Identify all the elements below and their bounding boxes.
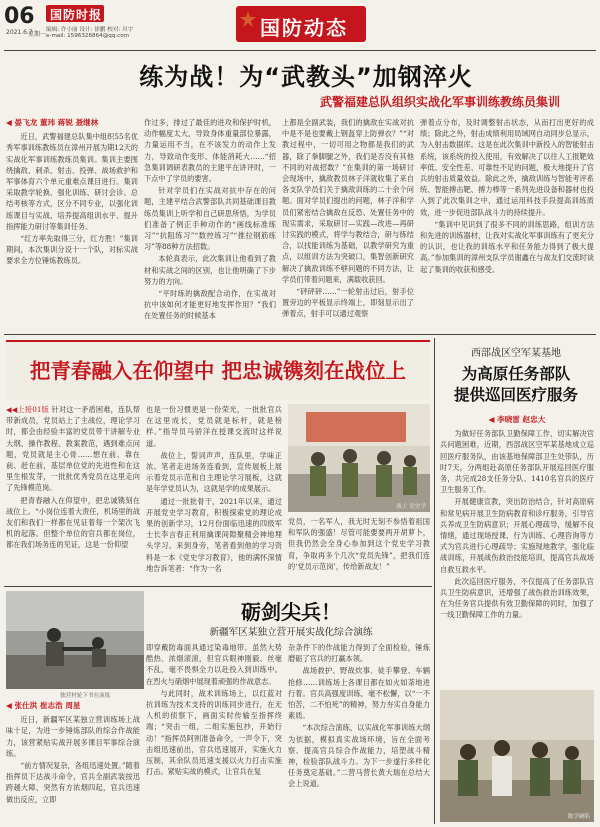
- masthead-divider: [4, 50, 596, 51]
- article4-col3-para: “本次综合演练，以实战化军事训练大纲为依据，模拟真实战场环境，旨在全面考察、提高官兵综合作战能力，培塑战斗精神，检验部队战斗力。为下一步遂行多样化任务奠定基础。”二营马营长黄大瑞在总结大会上说道。: [288, 723, 430, 789]
- email-line: e-mail: 1596326864@qq.com: [46, 33, 130, 39]
- continued-from-label: ◀◀上接01版: [6, 405, 49, 414]
- article1-col2-para: 针对学员们在实战对抗中存在的问题，主建平结合武警部队共同基础课目教练员集训上听学和自己研思所悟，为学员们准备了例正手种动作的“画线标准练习”“抗阻练习”“数控练习”“推拉钢筋练习”等88种方法招数。: [144, 186, 276, 252]
- article1-col4-para: 弹着点分布，及时调整射击状态，从而打出更好的成绩；除此之外，射击成绩利用局域网自动同步总显示，为入射击数据库。这是在此次集训中新投入的智能射击系统，该系统的投入使用，有效解决了以往人工报靶效率低、安全性差、可靠性不足的问题，极大地提升了官兵的射击质量效益。除此之外，擒敌训练与智能考评系统、智能搏击靶、搏力棒等一系列先进设备和器材也投入到了此次集训之中，通过运用科技手段提高训练质效，进一步促进部队战斗力的持续提升。: [420, 118, 594, 217]
- article4-column-1: [6, 700, 140, 824]
- article2-col1-para: 把青春融入在仰望中，把忠诚镌刻在战位上。“小岗位连着大责任，机场里的战友们和我们一样都在见证着每一个架次飞机的起落。但整个单位的官兵都在岗位，都在我们场务连的见证，这是一份仰望: [6, 495, 140, 550]
- section-banner: [236, 6, 366, 42]
- article1-col3-para: 上都是全副武装，我们的擒敌在实战对抗中是不是也要戴上钢盔穿上防弹衣？”“对教过程中，一切可用之物都是我们的武器，除了拳脚腿之外，我们是否没有其他不同的对战招数？”在集训的第一场研讨会现场中，擒敌教员林子洋就收集了来自各支队学员们关于擒敌训练的二十余个问题。面对学员们提出的问题，林子洋和学员们紧密结合擒敌在反恐、处置任务中的现实需求，采取研讨—实践—改进—再研讨实践的模式，将学与教结合，研与练结合，以找能训练为基础，以教学研究为重点，以组训方法为突破口，集智创新研究解决了擒敌训练不够问题的不同方法，让学员们带着问题来，满载收获回。: [282, 118, 414, 284]
- date-text: 2021.6.7: [6, 29, 33, 36]
- medical-photo: [440, 690, 594, 822]
- section-title: 国防动态: [260, 16, 348, 40]
- article1-byline: ◀ 晏飞龙 董玮 蒋锐 聂继林: [6, 118, 99, 127]
- article4-byline: ◀ 张仕洪 崔志浩 周星: [6, 701, 81, 710]
- article2-col2-para: 战位上，誓词声声，连队里，学味正浓。笔者走进场务连看到，宣传展板上展示着党员示范和自主理论学习展板，这就是年学党员认为，这就是学的成果展示。: [146, 450, 282, 494]
- article3-left-divider: [434, 338, 435, 824]
- article1-column-1: [6, 117, 138, 330]
- article2-col2-para: 也是一份习惯更是一份荣光，一批批官兵在这里成长，党员就是标杆，就是榜样。”指导员马骄洋在授课交流时这样说道。: [146, 405, 282, 448]
- article3-para: 此次巡回医疗服务，不仅提高了任务部队官兵卫生防病意识，还增强了战伤救治训练效果，在为任务官兵提供有效卫勤保障的同时，加强了一线卫勤保障工作的力量。: [440, 576, 594, 620]
- drill-photo: [6, 591, 144, 689]
- article2-bottom-divider: [4, 586, 432, 587]
- paper-logo: [46, 5, 104, 22]
- article3-photo: [440, 690, 594, 822]
- article4-photo-caption: 独营村轮下书在演练: [60, 693, 111, 699]
- article4-col2-para: 即穿戴防毒面具通过染毒地带。虽然大势酷热、浓烟滚滚，但官兵眼神刚毅、丝毫不乱，毫不畏惧全力以赴投入到训练中。在烈火与硝烟中展现着顽强的作战意志。: [146, 643, 282, 686]
- article3-unit: 西部战区空军某基地: [471, 348, 561, 359]
- article3-headline-1: 为高原任务部队: [461, 365, 571, 383]
- article3-byline: ◀ 李晓雷 赵忠大: [488, 415, 546, 424]
- article4-photo: [6, 591, 144, 689]
- masthead: [0, 0, 600, 52]
- article4-col3-para: 杂条件下的作战能力得到了全面检验，锤炼磨砺了官兵的打赢本领。: [288, 643, 430, 664]
- article2-col1-para: 针对这一矛盾困难，连队帮带新成员，党员站上了主战位，理论学习时，都会由经验丰富的党员带干讲解专业大纲、操作教程、教案教范，遇到难点问题，党员就是主心骨……想在前、靠在前、赶在前，基层单位党的先进性和在这里生根发芽，一批批优秀党员在这里走向了先锋模范岗。: [6, 405, 140, 493]
- article1-headline: 练为战！为“武教头”加钢淬火: [139, 63, 473, 91]
- article3-para: 为做好任务部队卫勤保障工作，切实解决官兵问题困难，近期，西部战区空军某基地成立巡回医疗服务队，由该基地保障部卫生处带队，历时7天，分两组赴高原任务部队开展巡回医疗服务，共完成28支任务分队、1410名官兵的医疗卫生服务工作。: [440, 429, 594, 495]
- article1-col2-para: “平时练的擒敌配合动作，在实战对抗中该如何才能更好地发挥作用？”我们在处置任务的时候基本: [144, 289, 276, 321]
- article3-photo-caption: 数学硬陷: [567, 814, 590, 820]
- article3-column: [440, 414, 594, 686]
- article1-col1-para: 近日，武警福建总队集中组织55名优秀军事训练教练员在漳州开展为期12天的实战化军事训练教练员集训。集训主要围绕擒敌、刺杀、射击、投弹、战场救护和军事体育六个单元重难点课目进行。集训采取教学轮换、强化训练、研讨会诊、总结考核等方式，区分不同专业，以强化训练课目与实战、培养提高组训水平、提升指挥能力研讨等集训任务。: [6, 132, 138, 231]
- article1-col4-para: “集训中见识到了很多不同的训练思路，组训方法和先进的训练器材，让我对实战化军事训练有了更充分的认识，也让我的训练水平和任务能力得到了极大提高。”参加集训的漳州支队学员谢鑫在与战友们交流时谈起了集训的收获和感受。: [420, 219, 594, 274]
- article1-col1-para: “红方率先取得三分，红方胜！”集训期间，本次集训分设十一个队，对标实战要求全方位锤炼教练员。: [6, 234, 138, 266]
- article2-column-1: [6, 404, 140, 584]
- article2-headline: 把青春融入在仰望中 把忠诚镌刻在战位上: [29, 359, 407, 383]
- article2-headline-box: [6, 340, 430, 400]
- article1-col2-para: 本轮真表示，此次集训让他看到了教材和实战之间的区别，也让他明确了下步努力的方向。: [144, 254, 276, 286]
- article3-headline-2: 提供巡回医疗服务: [453, 386, 578, 404]
- article2-col2-para: 通过一批批骨干，2021年以来，通过开展党史学习教育，积极探索党的理论成果的创新学习，12月份面临迅速的四级军士长李言春正利用擒课间隙聚精会神地埋头学习。来到身旁，笔者看到他的学习资料是一本《党史学习教育》，他的满怀深情地告诉笔者：“作为一名: [146, 496, 282, 573]
- article4-column-3: [288, 642, 430, 824]
- staff-line: 编辑: 许小丽 设计: 徐鹏 校对: 川宇: [46, 27, 134, 33]
- article2-column-3: [288, 516, 430, 584]
- article2-photo-caption: 战士 党史学: [396, 504, 426, 510]
- article2-photo: [288, 404, 430, 512]
- article1-column-4: [420, 117, 594, 330]
- article4-column-2: [146, 642, 282, 824]
- article1-column-2: [144, 117, 276, 330]
- article1-column-3: [282, 117, 414, 330]
- article4-col1-para: 近日，新疆军区某独立营训练场上战味十足，为进一步锤炼部队的综合作战能力，该营紧贴实战开展多课目军事综合演练。: [6, 715, 140, 758]
- article4-col2-para: 与此同时，战术训练场上，以红蓝对抗训练为技术支持的训练同步进行，在无人机的侦察下，画面实时传输至指挥终端；“突击一组，二组实施包抄，开始行动！”指挥员阿则准备命令，一声令下，突击组迅速前出，官兵迅速展开，实施火力压制，其余队员迅速支援以火力打击实施打击。紧贴实战的模式，让官兵在复: [146, 688, 282, 777]
- article4-subheadline: 新疆军区某独立营开展实战化综合演练: [209, 627, 373, 638]
- article1-col2-para: 作过多，排过了最佳的进攻和保护时机，动作幅度太大，导致身体重量部位暴露，力量运用不当，在不该发力的动作上发力，导致动作变形、体能消耗大……“招急集训调研表教员的主建平在讲评时，一下点中了学员的要害。: [144, 118, 276, 184]
- week-text: 星期一: [28, 31, 47, 38]
- page-number: 06: [4, 4, 35, 29]
- soldiers-photo: [288, 404, 430, 512]
- article1-col3-para: “砰砰砰……”一轮射击过后，射手位置旁边的平板显示终端上，即刻显示出了弹着点，射手可以通过观察: [282, 287, 414, 319]
- article2-column-2: [146, 404, 282, 584]
- article1-subheadline: 武警福建总队组织实战化军事训练教练员集训: [319, 95, 560, 109]
- article2-col3-para: 党员，一名军人，我无时无刻不参悟着祖国和军队的强盛！尽管可能要要两开胡萝卜，但我仍然会全身心参加到这个党史学习教育，争取再多个几次“党员先锋”，把我们连的‘党员示范岗’，传给新战友！”: [288, 517, 430, 571]
- article3-para: 开展健康宣教，突出防治结合，针对高原病和常见病开展卫生防病教育和诊疗服务，引导官兵养成卫生防病意识；开展心理疏导，缓解不良情绪，通过现场授课、行为训练、心理咨询等方式为官兵进行心理疏导；实施现地教学，强化临战训练，开展战伤救治技能培训，提高官兵战场自救互救水平。: [440, 497, 594, 574]
- article4-col1-para: “前方情况复杂，各组迅速处置。”随着指挥员下达战斗命令，官兵全副武装按迅跨越大障、突然有方浓烟四起，官兵迅速做出反应，立即: [6, 761, 140, 804]
- article1-bottom-divider: [4, 334, 596, 335]
- article4-headline: 砺剑尖兵！: [241, 600, 341, 624]
- paper-name: 国防时报: [50, 8, 103, 22]
- article4-col3-para: 战场救护、野战炊事、徒手攀登、车辆抢修……训练场上各课目都在如火如荼地进行着。官兵高强度训练，毫不松懈，以“一不怕苦，二不怕死”的精神，努力夯实自身能力素质。: [288, 666, 430, 721]
